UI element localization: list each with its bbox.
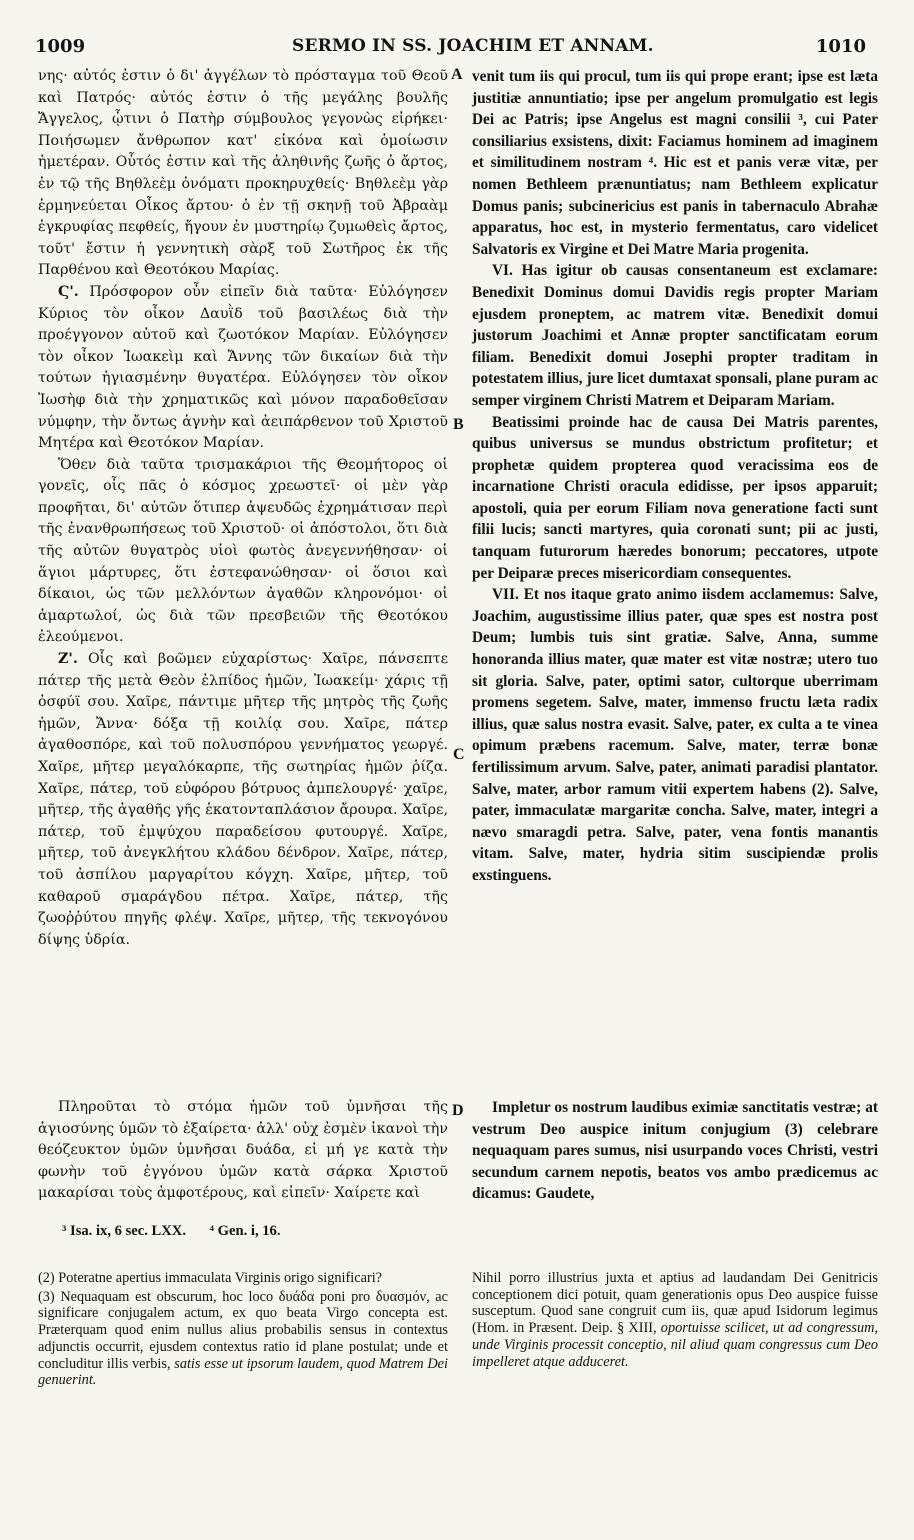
- latin-paragraph-4: [472, 584, 878, 886]
- note-3-italic: satis esse ut ipsorum laudem, quod Matrem Dei genuerint.: [38, 1355, 448, 1389]
- margin-marker-d: D: [452, 1102, 464, 1119]
- page-number-right: 1010: [815, 36, 866, 57]
- note-3-text: (3) Nequaquam est obscurum, hoc loco δυάδα poni pro δυασμόν, ac significare conjugalem actum, ex quo beata Virgo concepta est. Præterquam quod enim nullus alius probabilis sensus in contextus adjunctis occurrit, ejusdem contextus ratio id plane postulat; unde et concluditur illis verbis,: [38, 1288, 448, 1372]
- note-2: (2) Poteratne apertius immaculata Virginis origo significari?: [38, 1270, 383, 1286]
- greek-section-number-7: Ζ'.: [58, 651, 78, 668]
- latin-paragraph-1: venit tum iis qui procul, tum iis qui prope erant; ipse est læta justitiæ annuntiatio; ipse per angelum promulgatio est legis Dei ac Patris; ipse Angelus est magni consilii ³, cui Pater consiliarius exsistens, dixit: Faciamus hominem ad imaginem et similitudinem nostram ⁴. Hic est et panis veræ vitæ, per nomen Bethleem prænuntiatus; nam Bethleem explicatur Domus panis; subcinericius est panis in tabernaculo Abrahæ apparatus, hoc est, in mysterio fermentatus, caro videlicet Salvatoris ex Virgine et Dei Matre Maria progenita.: [472, 68, 878, 258]
- latin-paragraph-5: Impletur os nostrum laudibus eximiæ sanctitatis vestræ; at vestrum Deo auspice initum conjugium (3) celebrare nequaquam pares sumus, nisi usurpando voces Christi, vestri secundum carnem nepotis, beatos vos ambo prædicemus ac dicamus: Gaudete,: [472, 1099, 878, 1203]
- greek-section-number-6: Ϛ'.: [58, 283, 79, 300]
- footnote-ref-4: ⁴ Gen. i, 16.: [209, 1223, 281, 1239]
- page-number-left: 1009: [35, 36, 86, 57]
- greek-paragraph-1: νης· αὐτός ἐστιν ὁ δι' ἀγγέλων τὸ πρόσταγμα τοῦ Θεοῦ καὶ Πατρός· αὐτός ἐστιν ὁ τῆς μεγάλης βουλῆς Ἄγγελος, ᾧτινι ὁ Πατὴρ σύμβουλος γεγονὼς εἰρήκει· Ποιήσωμεν ἄνθρωπον κατ' εἰκόνα καὶ ὁμοίωσιν ἡμετέραν. Οὗτός ἐστιν καὶ τῆς ἀληθινῆς ζωῆς ὁ ἄρτος, ἐν τῷ τῆς Βηθλεὲμ ὀνόματι προκηρυχθείς· Βηθλεὲμ γὰρ ἑρμηνεύεται Οἶκος ἄρτου· ὁ ἐν τῇ σκηνῇ τοῦ Ἀβραὰμ ἐγκρυφίας πεφθείς, ἤγουν ἐν μυστηρίῳ ζυμωθεὶς ἄρτος, τοῦτ' ἔστιν ἡ γεννητικὴ σὰρξ τοῦ Σωτῆρος ἐκ τῆς Παρθένου καὶ Θεοτόκου Μαρίας.: [38, 68, 448, 279]
- greek-column: [38, 66, 448, 948]
- margin-marker-c: C: [453, 746, 465, 763]
- note-3-continued: [472, 1270, 878, 1370]
- latin-paragraph-4-text: Et nos itaque grato animo iisdem acclamemus: Salve, Joachim, augustissime illius pater, quæ spes est nostra post Deum; lumbis tuis sint gratiæ. Salve, Anna, summe honoranda illius mater, quæ mater est vitæ nostræ; utero tuo sit gloria. Salve, pater, optimi sator, cultorque uberrimam promens segetem. Salve, mater, immenso fructu læta radix illius, quæ salus nostra evasit. Salve, pater, ex culta a te vinea opimum præbens racemum. Salve, mater, terræ bonæ fertilissimum arvum. Salve, pater, animati paradisi plantator. Salve, mater, arbor ramum vitii expertem habens (2). Salve, pater, immaculatæ margaritæ concha. Salve, mater, integri a nævo smaragdi petra. Salve, pater, vena fontis manantis vitam. Salve, mater, hydria sitim suscipiendæ prolis exstinguens.: [472, 586, 878, 884]
- editor-notes-right: [472, 1270, 878, 1435]
- greek-paragraph-5: Πληροῦται τὸ στόμα ἡμῶν τοῦ ὑμνῆσαι τῆς ἁγιοσύνης ὑμῶν τὸ ἐξαίρετα· ἀλλ' οὐχ ἐσμὲν ἱκανοὶ τὴν θεόζευκτον ὑμῶν ὑμνῆσαι δυάδα, εἰ μή γε κατὰ τὴν φωνὴν τοῦ ἐγγόνου ὑμῶν κατὰ σάρκα Χριστοῦ μακαρίσαι τοὺς ἀμφοτέρους, καὶ εἰπεῖν· Χαίρετε καὶ: [38, 1099, 448, 1202]
- greek-paragraph-4: [38, 649, 448, 951]
- footnote-references: [62, 1223, 301, 1240]
- margin-marker-b: B: [453, 416, 464, 433]
- latin-paragraph-2-text: Has igitur ob causas consentaneum est exclamare: Benedixit Dominus domui Davidis regis propter Mariam ejusdem proneptem, ac matrem vitæ. Benedixit domui justorum Joachimi et Annæ propter sanctificatam eorum filiam. Benedixit domui Josephi propter traditam in potestatem illius, jure licet dumtaxat sponsali, plane puram ac semper virginem Christi Matrem et Deiparam Mariam.: [472, 262, 878, 409]
- greek-paragraph-2: [38, 282, 448, 455]
- latin-section-number-7: VII.: [492, 586, 519, 604]
- latin-section-number-6: VI.: [492, 262, 513, 280]
- latin-column-lower: [472, 1097, 878, 1225]
- latin-paragraph-2: [472, 260, 878, 411]
- margin-marker-a: A: [451, 66, 463, 83]
- latin-column: [472, 66, 878, 884]
- running-title: SERMO IN SS. JOACHIM ET ANNAM.: [292, 36, 654, 56]
- footnote-ref-3: ³ Isa. ix, 6 sec. LXX.: [62, 1223, 186, 1239]
- latin-paragraph-3: Beatissimi proinde hac de causa Dei Matris parentes, quibus universus se mundus obstrictum profitetur; et prophetæ quidem propterea quod veracissima eos de incarnatione Christi oracula edidisse, per ipsos apparuit; apostoli, quia per eorum Filiam nova generatione facti sunt filii lucis; sancti martyres, quia coronati sunt; pii ac justi, tanquam futurorum hæredes bonorum; peccatores, utpote per Deiparæ preces misericordiam consequentes.: [472, 413, 878, 582]
- greek-paragraph-3: Ὅθεν διὰ ταῦτα τρισμακάριοι τῆς Θεομήτορος οἱ γονεῖς, οἷς πᾶς ὁ κόσμος χρεωστεῖ· οἱ μὲν γὰρ προφῆται, δι' αὐτῶν ὅτιπερ ἀψευδῶς ἐχρημάτισαν περὶ τῆς ἐνανθρωπήσεως τοῦ Χριστοῦ· οἱ ἀπόστολοι, ὅτι διὰ τῆς αὐτῶν θυγατρὸς υἱοὶ φωτὸς ἀνεγεννήθησαν· οἱ ἅγιοι μάρτυρες, ὅτι ἐστεφανώθησαν· οἱ ὅσιοι καὶ δίκαιοι, ὡς τῶν μελλόντων ἀγαθῶν κληρονόμοι· οἱ ἁμαρτωλοί, ὡς διὰ τῶν πρεσβειῶν τῆς Θεοτόκου ἐλεούμενοι.: [38, 456, 448, 646]
- greek-column-lower: [38, 1097, 448, 1225]
- editor-notes-left: [38, 1270, 448, 1435]
- greek-paragraph-4-text: Οἷς καὶ βοῶμεν εὐχαρίστως· Χαῖρε, πάνσεπτε πάτερ τῆς μετὰ Θεὸν ἐλπίδος ἡμῶν, Ἰωακείμ· χάρις τῇ ὀσφύϊ σου. Χαῖρε, πάντιμε μῆτερ τῆς μητρὸς τῆς ζωῆς ἡμῶν, Ἄννα· δόξα τῇ κοιλίᾳ σου. Χαῖρε, πάτερ ἀγαθοσπόρε, καὶ τοῦ πολυσπόρου γεννήματος γεωργέ. Χαῖρε, μῆτερ μεγαλόκαρπε, τῆς σωτηρίας ἡμῶν ῥίζα. Χαῖρε, πάτερ, τοῦ εὐφόρου βότρυος ἀμπελουργέ· χαῖρε, μῆτερ, τῆς ἀγαθῆς γῆς ἑκατονταπλάσιον ἄρουρα. Χαῖρε, πάτερ, τοῦ ἐμψύχου παραδείσου φυτουργέ. Χαῖρε, μῆτερ, τοῦ ἀνεγκλήτου κλάδου δένδρον. Χαῖρε, πάτερ, τοῦ ἀσπίλου μαργαρίτου κόγχη. Χαῖρε, μῆτερ, τοῦ καθαροῦ σμαράγδου πέτρα. Χαῖρε, πάτερ, τῆς ζωοῤῥύτου πηγῆς φλέψ. Χαῖρε, μῆτερ, τῆς τεκνογόνου δίψης ὑδρία.: [38, 651, 448, 948]
- note-3: [38, 1289, 448, 1389]
- greek-paragraph-2-text: Πρόσφορον οὖν εἰπεῖν διὰ ταῦτα· Εὐλόγησεν Κύριος τὸν οἶκον Δαυῒδ τοῦ βασιλέως διὰ τὴν προέγγονον αὐτοῦ καὶ ζωοτόκον Μαρίαν. Εὐλόγησεν τὸν οἶκον Ἰωακεὶμ καὶ Ἄννης τῶν δικαίων διὰ τὴν τούτων ἡγιασμένην θυγατέρα. Εὐλόγησεν τὸν οἶκον Ἰωσὴφ διὰ τὴν χρηματικῶς καὶ μόνον παραδοθεῖσαν νύμφην, τὴν ὄντως ἁγνὴν καὶ ἀειπάρθενον τοῦ Χριστοῦ Μητέρα καὶ Θεοτόκον Μαρίαν.: [38, 283, 448, 452]
- note-3-continued-italic: oportuisse scilicet, ut ad congressum, unde Virginis processit conceptio, nil aliud quam congressus cum Deo impelleret atque adduceret.: [472, 1320, 878, 1370]
- note-3-continued-text: Nihil porro illustrius juxta et aptius ad laudandam Dei Genitricis conceptionem dici potuit, quam generationis opus Deo auspice fuisse susceptum. Quod sane congruit cum iis, quæ apud Isidorum legimus (Hom. in Præsent. Deip. § XIII,: [472, 1270, 878, 1337]
